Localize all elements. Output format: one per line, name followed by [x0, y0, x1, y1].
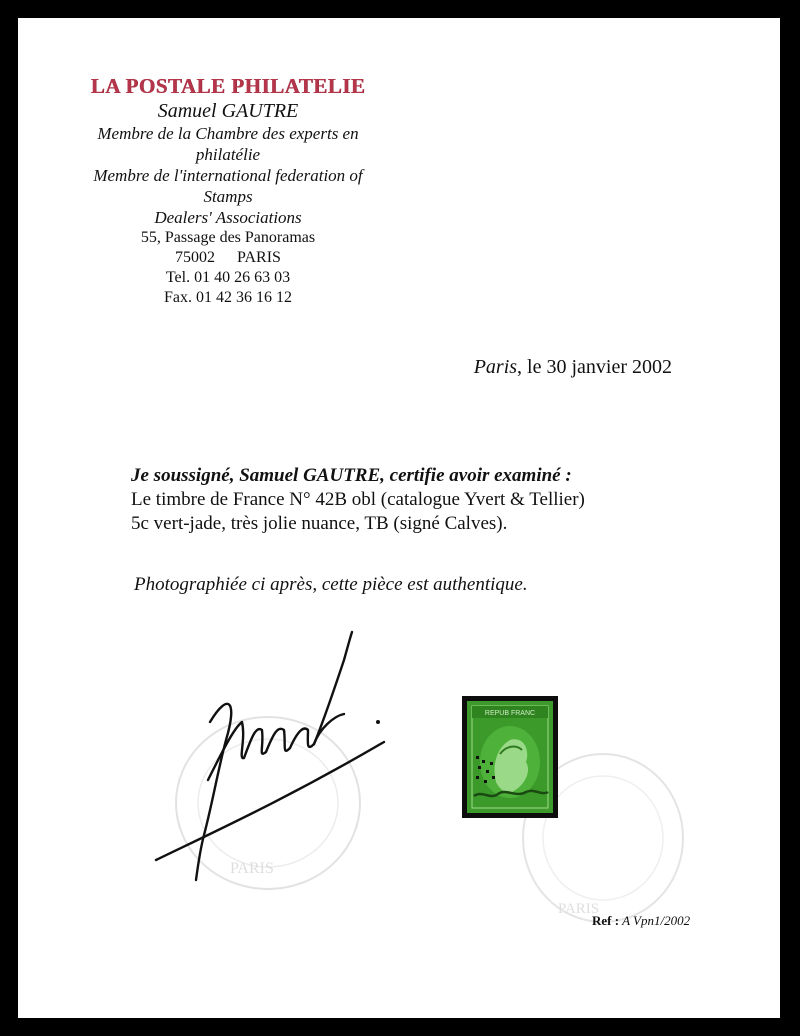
dateline [474, 356, 672, 379]
reference-label: Ref : [592, 913, 620, 928]
fax: Fax. 01 42 36 16 12 [164, 289, 292, 306]
telephone: Tel. 01 40 26 63 03 [165, 269, 291, 286]
authenticity-statement: Photographiée ci après, cette pièce est authentique. [134, 574, 528, 595]
seal-left-text: PARIS [230, 860, 274, 877]
handwritten-signature [138, 630, 398, 890]
company-name: LA POSTALE PHILATELIE [90, 74, 366, 98]
stamp-photo [462, 696, 558, 818]
city: PARIS [237, 249, 281, 266]
membership-line-3: Dealers' Associations [154, 208, 302, 227]
postcode-city [78, 248, 378, 268]
seal-right-text: PARIS [558, 901, 600, 917]
letterhead [78, 74, 378, 308]
certification-statement: Je soussigné, Samuel GAUTRE, certifie avoir examiné : [131, 465, 572, 486]
stamp-label: REPUB FRANC [484, 710, 536, 717]
membership-line-1: Membre de la Chambre des experts en philatélie [97, 124, 359, 164]
signature-dot [376, 720, 380, 724]
stamp-description-line-1: Le timbre de France N° 42B obl (catalogue Yvert & Tellier) [131, 489, 585, 510]
dateline-date: , le 30 janvier 2002 [517, 356, 672, 378]
reference-value: A Vpn1/2002 [622, 913, 691, 928]
certificate-page [18, 18, 780, 1018]
street-address: 55, Passage des Panoramas [140, 229, 316, 246]
dateline-city: Paris [473, 356, 518, 378]
stamp-description-line-2: 5c vert-jade, très jolie nuance, TB (signé Calves). [131, 513, 508, 534]
reference [592, 913, 690, 929]
expert-name: Samuel GAUTRE [157, 100, 299, 122]
certificate-body [131, 464, 585, 536]
membership-line-2: Membre de l'international federation of Stamps [93, 166, 363, 206]
postcode: 75002 [175, 249, 216, 266]
stamp-illustration [462, 696, 558, 818]
